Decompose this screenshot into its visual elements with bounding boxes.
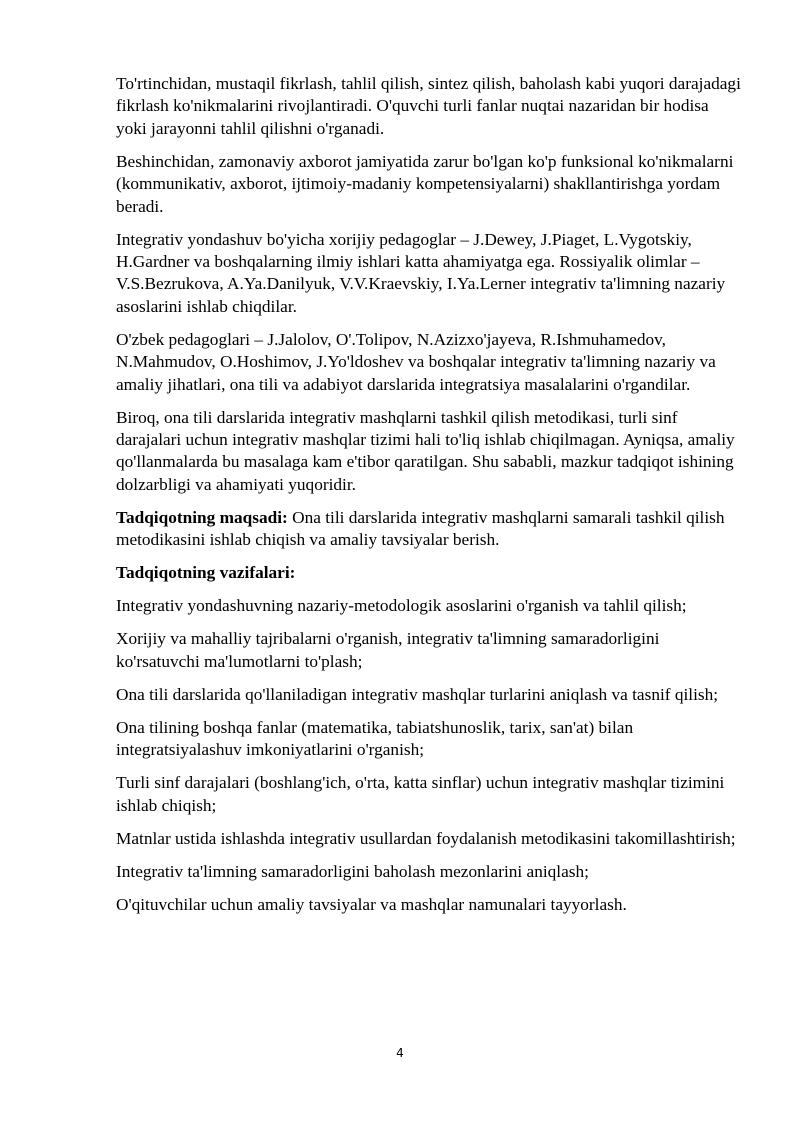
research-task-item: Integrativ ta'limning samaradorligini baholash mezonlarini aniqlash; — [116, 861, 589, 881]
research-goal — [116, 507, 742, 552]
page-body — [116, 73, 742, 927]
research-task-item: O'qituvchilar uchun amaliy tavsiyalar va mashqlar namunalari tayyorlash. — [116, 894, 627, 914]
paragraph-fourthly: To'rtinchidan, mustaqil fikrlash, tahlil qilish, sintez qilish, baholash kabi yuqori darajadagi fikrlash ko'nikmalarini rivojlantiradi. O'quvchi turli fanlar nuqtai nazaridan bir hodisa yoki jarayonni tahlil qilishni o'rganadi. — [116, 74, 741, 138]
paragraph-uzbek-scholars: O'zbek pedagoglari – J.Jalolov, O'.Tolipov, N.Azizxo'jayeva, R.Ishmuhamedov, N.Mahmudov, O.Hoshimov, J.Yo'ldoshev va boshqalar integrativ ta'limning nazariy va amaliy jihatlari, ona tili va adabiyot darslarida integratsiya masalalarini o'rgandilar. — [116, 329, 716, 394]
research-task-item: Matnlar ustida ishlashda integrativ usullardan foydalanish metodikasini takomillashtirish; — [116, 828, 736, 848]
research-task-item: Integrativ yondashuvning nazariy-metodologik asoslarini o'rganish va tahlil qilish; — [116, 596, 687, 616]
research-goal-text: Ona tili darslarida integrativ mashqlarni samarali tashkil qilish metodikasini ishlab chiqish va amaliy tavsiyalar berish. — [116, 507, 725, 550]
paragraph-fifthly: Beshinchidan, zamonaviy axborot jamiyatida zarur bo'lgan ko'p funksional ko'nikmalarni (kommunikativ, axborot, ijtimoiy-madaniy kompetensiyalarni) shakllantirishga yordam beradi. — [116, 151, 734, 216]
research-task-item: Turli sinf darajalari (boshlang'ich, o'rta, katta sinflar) uchun integrativ mashqlar tizimini ishlab chiqish; — [116, 773, 725, 815]
research-goal-label: Tadqiqotning maqsadi: — [116, 507, 288, 527]
page-number: 4 — [396, 1046, 404, 1060]
research-tasks-heading — [116, 562, 742, 584]
paragraph-relevance: Biroq, ona tili darslarida integrativ mashqlarni tashkil qilish metodikasi, turli sinf darajalari uchun integrativ mashqlar tizimi hali to'liq ishlab chiqilmagan. Ayniqsa, amaliy qo'llanmalarda bu masalaga kam e'tibor qaratilgan. Shu sababli, mazkur tadqiqot ishining dolzarbligi va ahamiyati yuqoridir. — [116, 407, 735, 494]
research-tasks-heading-text: Tadqiqotning vazifalari: — [116, 563, 296, 583]
research-task-item: Ona tili darslarida qo'llaniladigan integrativ mashqlar turlarini aniqlash va tasnif qilish; — [116, 684, 719, 704]
research-task-item: Ona tilining boshqa fanlar (matematika, tabiatshunoslik, tarix, san'at) bilan integratsiyalashuv imkoniyatlarini o'rganish; — [116, 717, 634, 760]
paragraph-foreign-scholars: Integrativ yondashuv bo'yicha xorijiy pedagoglar – J.Dewey, J.Piaget, L.Vygotskiy, H.Gardner va boshqalarning ilmiy ishlari katta ahamiyatga ega. Rossiyalik olimlar – V.S.Bezrukova, A.Ya.Danilyuk, V.V.Kraevskiy, I.Ya.Lerner integrativ ta'limning nazariy asoslarini ishlab chiqdilar. — [116, 229, 726, 316]
research-task-item: Xorijiy va mahalliy tajribalarni o'rganish, integrativ ta'limning samaradorligini ko'rsatuvchi ma'lumotlarni to'plash; — [116, 629, 660, 671]
